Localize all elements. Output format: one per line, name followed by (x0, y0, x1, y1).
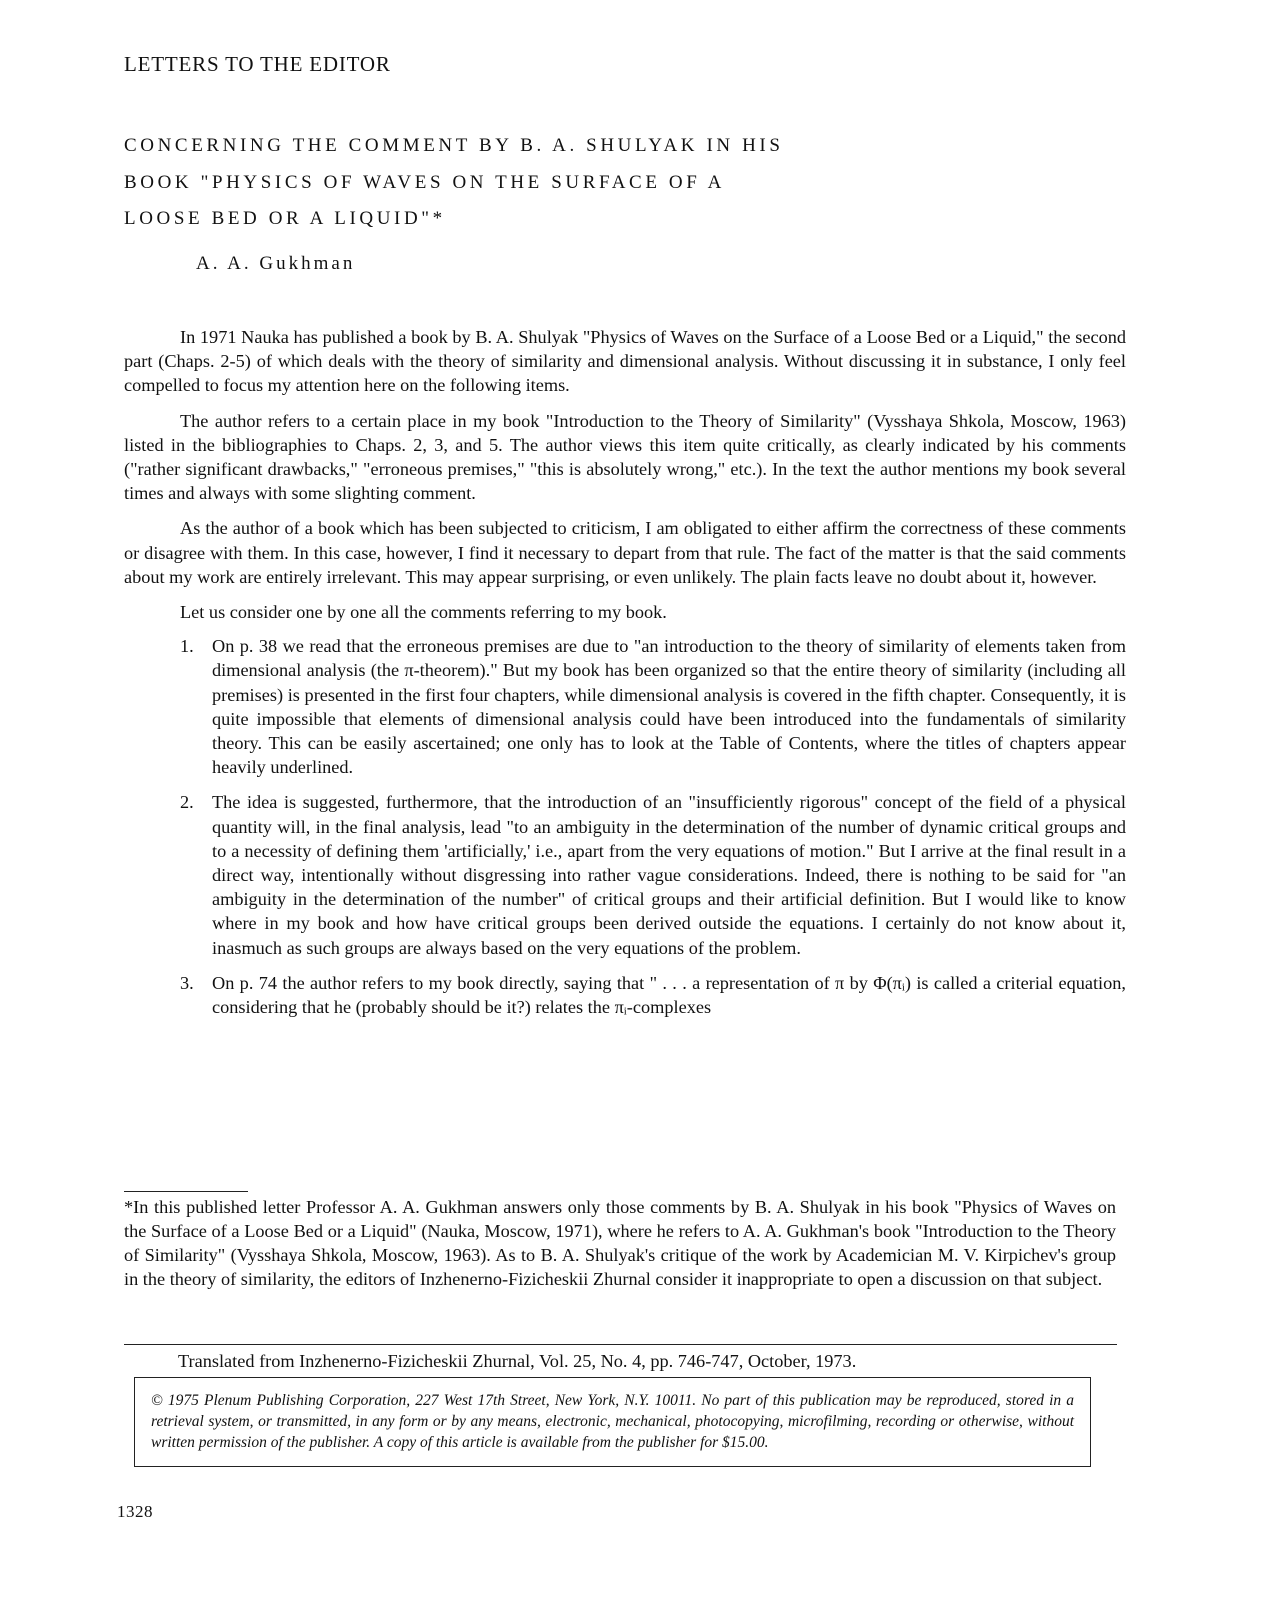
body-paragraph: As the author of a book which has been subjected to criticism, I am obligated to either affirm the correctness of these comments or disagree with them. In this case, however, I find it necessary to depart from that rule. The fact of the matter is that the said comments about my work are entirely irrelevant. This may appear surprising, or even unlikely. The plain facts leave no doubt about it, however. (124, 518, 1126, 587)
translation-source: Translated from Inzhenerno-Fizicheskii Zhurnal, Vol. 25, No. 4, pp. 746-747, October, 1973. (178, 1351, 857, 1371)
author-name: A. A. Gukhman (196, 253, 356, 274)
list-item (124, 971, 1126, 1019)
comment-list (124, 634, 1126, 1019)
footnote: *In this published letter Professor A. A. Gukhman answers only those comments by B. A. Shulyak in his book "Physics of Waves on the Surface of a Loose Bed or a Liquid" (Nauka, Moscow, 1971), where he refers to A. A. Gukhman's book "Introduction to the Theory of Similarity" (Vysshaya Shkola, Moscow, 1963). As to B. A. Shulyak's critique of the work by Academician M. V. Kirpichev's group in the theory of similarity, the editors of Inzhenerno-Fizicheskii Zhurnal consider it inappropriate to open a discussion on that subject. (124, 1197, 1116, 1289)
title-line: BOOK "PHYSICS OF WAVES ON THE SURFACE OF A (124, 171, 725, 193)
footnote-divider (124, 1191, 248, 1192)
list-item (124, 790, 1126, 959)
list-item-number: 1. (180, 636, 194, 657)
article-body (124, 325, 1126, 1030)
article-title (124, 128, 884, 238)
list-item-number: 3. (180, 972, 194, 993)
copyright-notice: © 1975 Plenum Publishing Corporation, 227 West 17th Street, New York, N.Y. 10011. No part of this publication may be reproduced, stored in a retrieval system, or transmitted, in any form or by any means, electronic, mechanical, photocopying, microfilming, recording or otherwise, without written permission of the publisher. A copy of this article is available from the publisher for $15.00. (134, 1377, 1091, 1467)
list-item (124, 634, 1126, 779)
title-line: LOOSE BED OR A LIQUID"* (124, 208, 446, 229)
list-item-text: On p. 74 the author refers to my book directly, saying that " . . . a representation of π by Φ(πᵢ) is called a criterial equation, considering that he (probably should be it?) relates the πᵢ-complexes (212, 972, 1126, 1018)
list-item-number: 2. (180, 792, 194, 813)
list-item-text: On p. 38 we read that the erroneous premises are due to "an introduction to the theory of similarity of elements taken from dimensional analysis (the π-theorem)." But my book has been organized so that the entire theory of similarity (including all premises) is presented in the first four chapters, while dimensional analysis is covered in the fifth chapter. Consequently, it is quite impossible that elements of dimensional analysis could have been introduced into the fundamentals of similarity theory. This can be easily ascertained; one only has to look at the Table of Contents, where the titles of chapters appear heavily underlined. (212, 636, 1126, 778)
section-label: LETTERS TO THE EDITOR (124, 52, 391, 76)
title-line: CONCERNING THE COMMENT BY B. A. SHULYAK IN HIS (124, 135, 784, 156)
page-number: 1328 (117, 1502, 153, 1521)
body-paragraph: The author refers to a certain place in my book "Introduction to the Theory of Similarity" (Vysshaya Shkola, Moscow, 1963) listed in the bibliographies to Chaps. 2, 3, and 5. The author views this item quite critically, as clearly indicated by his comments ("rather significant drawbacks," "erroneous premises," "this is absolutely wrong," etc.). In the text the author mentions my book several times and always with some slighting comment. (124, 410, 1126, 504)
list-item-text: The idea is suggested, furthermore, that the introduction of an "insufficiently rigorous" concept of the field of a physical quantity will, in the final analysis, lead "to an ambiguity in the determination of the number of dynamic critical groups and to a necessity of defining them 'artificially,' i.e., apart from the very equations of motion." But I arrive at the final result in a direct way, intentionally without disgressing into rather vague considerations. Indeed, there is nothing to be said for "an ambiguity in the determination of the number" of critical groups and their artificial definition. But I would like to know where in my book and how have critical groups been derived outside the equations. I certainly do not know about it, inasmuch as such groups are always based on the very equations of the problem. (212, 792, 1126, 958)
source-divider (124, 1344, 1117, 1345)
body-paragraph: Let us consider one by one all the comments referring to my book. (180, 602, 667, 623)
body-paragraph: In 1971 Nauka has published a book by B. A. Shulyak "Physics of Waves on the Surface of a Loose Bed or a Liquid," the second part (Chaps. 2-5) of which deals with the theory of similarity and dimensional analysis. Without discussing it in substance, I only feel compelled to focus my attention here on the following items. (124, 327, 1126, 396)
